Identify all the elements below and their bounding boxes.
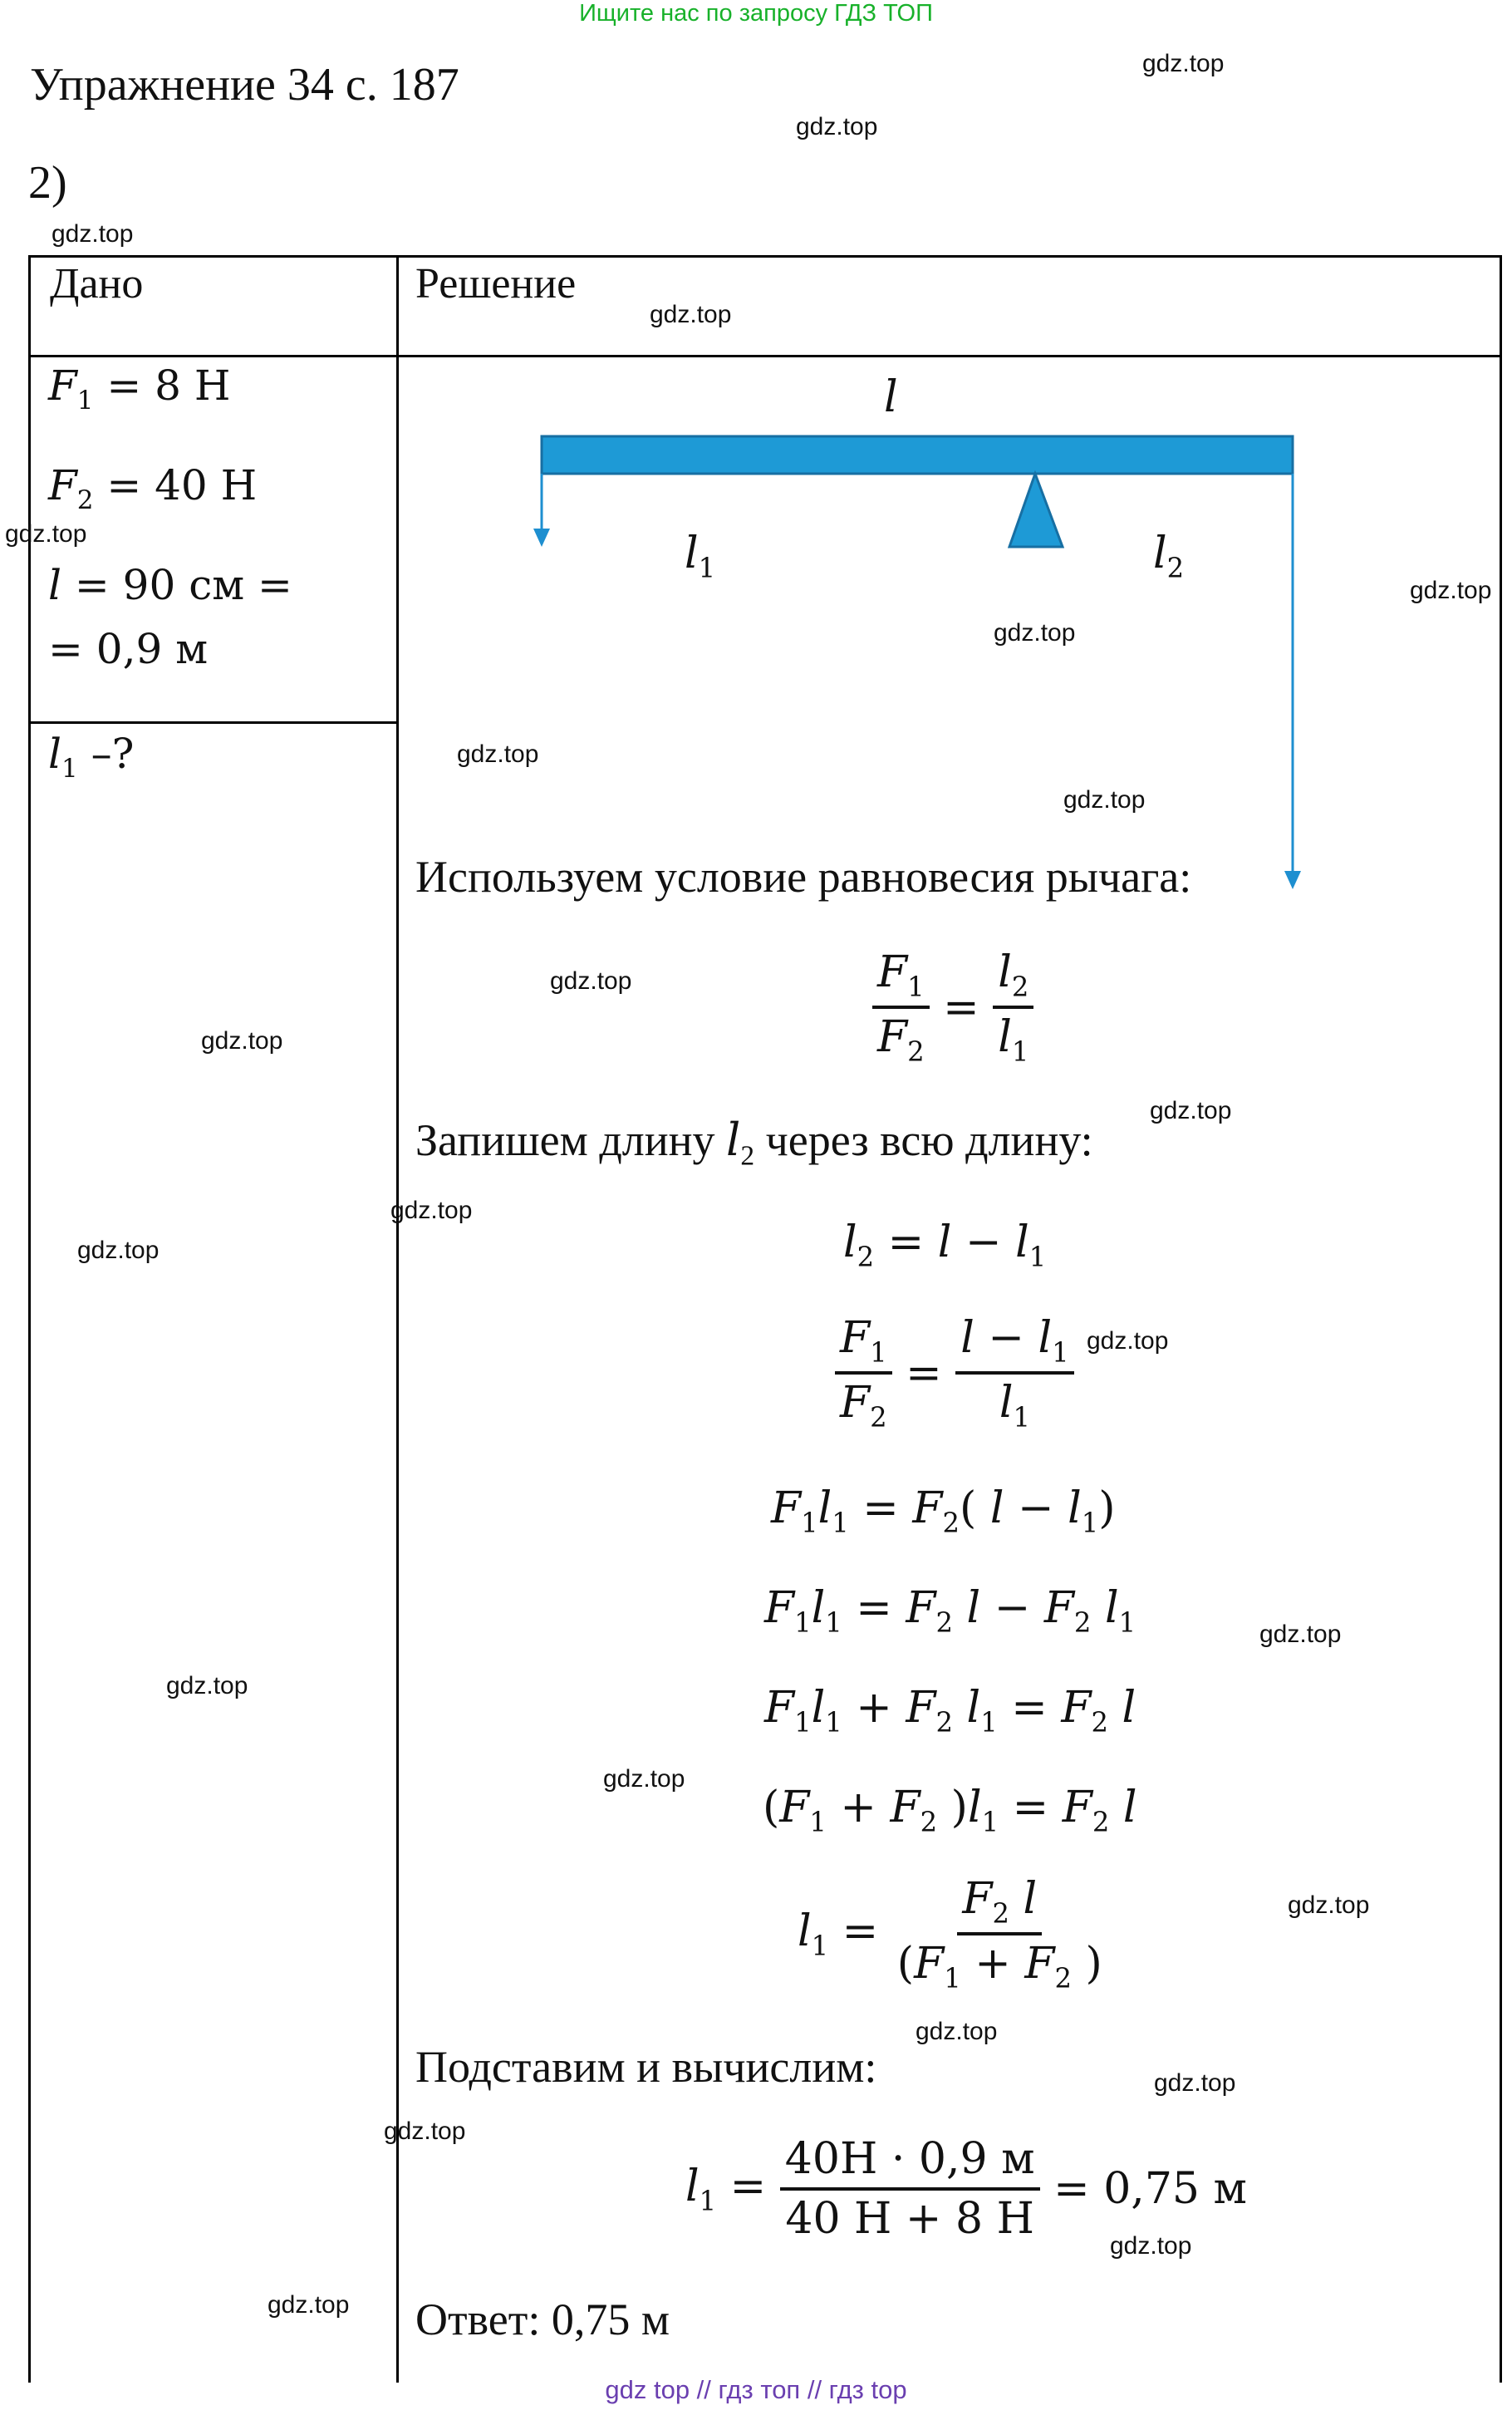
watermark[interactable]: gdz.top bbox=[268, 2291, 350, 2319]
part-label: 2) bbox=[28, 157, 67, 209]
force-f1-arrowhead bbox=[533, 529, 550, 547]
watermark[interactable]: gdz.top bbox=[1150, 1097, 1232, 1124]
table-header-divider bbox=[28, 355, 1502, 357]
watermark[interactable]: gdz.top bbox=[1154, 2069, 1236, 2097]
watermark[interactable]: gdz.top bbox=[166, 1672, 248, 1699]
table-top-border bbox=[28, 255, 1502, 258]
given-length: l = 90 см = bbox=[48, 561, 292, 609]
watermark[interactable]: gdz.top bbox=[457, 740, 539, 768]
watermark[interactable]: gdz.top bbox=[1110, 2232, 1192, 2260]
equation-cross-multiplied: $F_1l_1 = F_2$( $l - l_1$) bbox=[771, 1483, 1116, 1539]
given-length-meters: = 0,9 м bbox=[48, 625, 209, 673]
equation-l1-formula: $l_1$ = $\frac{F_2 l}{(F_1 + F_2 )}$ bbox=[798, 1874, 1102, 1994]
watermark[interactable]: gdz.top bbox=[994, 619, 1076, 647]
express-l2-text: Запишем длину $l_2$ через всю длину: bbox=[415, 1114, 1093, 1172]
label-l2: $l_2$ bbox=[1153, 529, 1185, 584]
watermark[interactable]: gdz.top bbox=[390, 1197, 473, 1224]
watermark[interactable]: gdz.top bbox=[916, 2018, 998, 2045]
watermark[interactable]: gdz.top bbox=[1288, 1891, 1370, 1919]
watermark[interactable]: gdz.top bbox=[52, 220, 134, 248]
fulcrum-triangle bbox=[1009, 474, 1063, 547]
watermark[interactable]: gdz.top bbox=[1063, 786, 1146, 814]
equation-factored: ($F_1 + F_2$ )$l_1 = F_2$ l bbox=[763, 1783, 1137, 1838]
given-f1: $F_1 = 8$ Н bbox=[48, 362, 231, 416]
watermark[interactable]: gdz.top bbox=[384, 2117, 466, 2145]
equation-numeric: $l_1$ = $\frac{40Н \cdot 0,9 м}{40 Н + 8 Н}$ = 0,75 м bbox=[685, 2134, 1247, 2244]
watermark[interactable]: gdz.top bbox=[796, 113, 878, 140]
label-total-length: l bbox=[884, 372, 898, 422]
solution-intro: Используем условие равновесия рычага: bbox=[415, 852, 1192, 902]
answer-text: Ответ: 0,75 м bbox=[415, 2294, 670, 2344]
lever-diagram bbox=[399, 366, 1495, 898]
equation-expanded: $F_1l_1 = F_2$ $l - F_2$ $l_1$ bbox=[764, 1583, 1136, 1639]
watermark[interactable]: gdz.top bbox=[550, 967, 632, 995]
watermark[interactable]: gdz.top bbox=[603, 1765, 685, 1793]
label-l1: $l_1$ bbox=[685, 529, 716, 584]
equation-ratio-substituted: $\frac{F_1}{F_2}$ = $\frac{l - l_1}{l_1}$ bbox=[835, 1313, 1074, 1434]
given-find-divider bbox=[28, 721, 399, 724]
exercise-title: Упражнение 34 с. 187 bbox=[30, 59, 459, 111]
solution-header: Решение bbox=[415, 260, 577, 307]
watermark[interactable]: gdz.top bbox=[5, 520, 87, 548]
watermark[interactable]: gdz.top bbox=[77, 1237, 160, 1264]
watermark[interactable]: gdz.top bbox=[1087, 1327, 1169, 1355]
given-header: Дано bbox=[50, 260, 144, 307]
watermark[interactable]: gdz.top bbox=[1142, 50, 1225, 77]
watermark[interactable]: gdz.top bbox=[1259, 1621, 1342, 1648]
find-l1: $l_1$ –? bbox=[48, 730, 135, 784]
force-f2-arrowhead bbox=[1284, 871, 1301, 889]
substitute-text: Подставим и вычислим: bbox=[415, 2042, 877, 2092]
table-right-border bbox=[1500, 255, 1502, 2383]
top-banner[interactable]: Ищите нас по запросу ГДЗ ТОП bbox=[579, 0, 933, 27]
watermark[interactable]: gdz.top bbox=[201, 1027, 283, 1055]
watermark[interactable]: gdz.top bbox=[650, 301, 732, 328]
equation-collected: $F_1l_1 + F_2$ $l_1 = F_2$ l bbox=[764, 1683, 1136, 1739]
equation-l2: $l_2 = l - l_1$ bbox=[843, 1217, 1047, 1273]
watermark[interactable]: gdz.top bbox=[1410, 577, 1492, 604]
footer-links[interactable]: gdz top // гдз топ // гдз top bbox=[605, 2375, 907, 2404]
lever-beam bbox=[542, 436, 1293, 474]
table-left-border bbox=[28, 255, 31, 2383]
given-f2: $F_2 = 40$ Н bbox=[48, 461, 258, 515]
equation-equilibrium: $\frac{F_1}{F_2}$ = $\frac{l_2}{l_1}$ bbox=[872, 947, 1033, 1068]
